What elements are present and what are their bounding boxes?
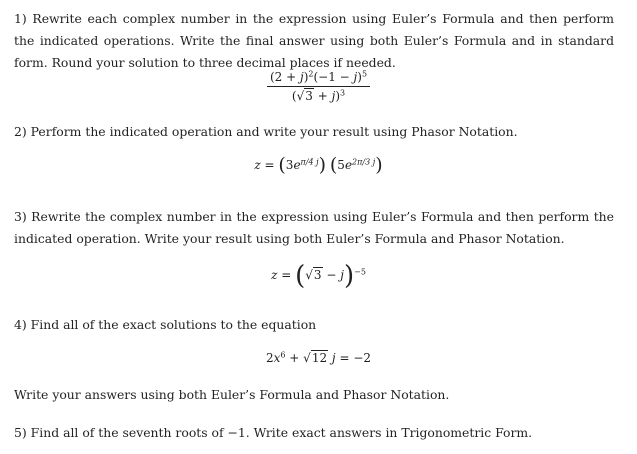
problem-4-text: 4) Find all of the exact solutions to the equation <box>14 317 317 332</box>
problem-4-followup: Write your answers using both Euler’s Formula and Phasor Notation. <box>14 387 450 402</box>
fraction-numerator: $(2 + j)^2(-1 - j)^5$ <box>267 70 370 87</box>
problem-3-text: 3) Rewrite the complex number in the expression using Euler’s Formula and then perform the indicated operation. Write your result using both Euler’s Formula and Phasor Notation. <box>14 209 614 246</box>
fraction-denominator: $(√3 + j)^3$ <box>291 88 346 103</box>
problem-1-equation <box>0 70 637 103</box>
problem-5-text: 5) Find all of the seventh roots of −1. Write exact answers in Trigonometric Form. <box>14 425 533 440</box>
problem-2-equation: $z = (3e^{\pi/4 j})$ $(5e^{2\pi/3 j})$ <box>254 154 383 176</box>
fraction <box>267 70 370 103</box>
problem-3-equation: $z = (√3 - j)^{-5}$ <box>271 261 366 291</box>
problem-1-text: 1) Rewrite each complex number in the expression using Euler’s Formula and then perform the indicated operations. Write the final answer using both Euler’s Formula and in standard form. Round your solution to three decimal places if needed. <box>14 11 614 70</box>
problem-4-equation: $2x^6 + √12$ j = −2 <box>265 350 372 365</box>
problem-2-text: 2) Perform the indicated operation and write your result using Phasor Notation. <box>14 124 518 139</box>
